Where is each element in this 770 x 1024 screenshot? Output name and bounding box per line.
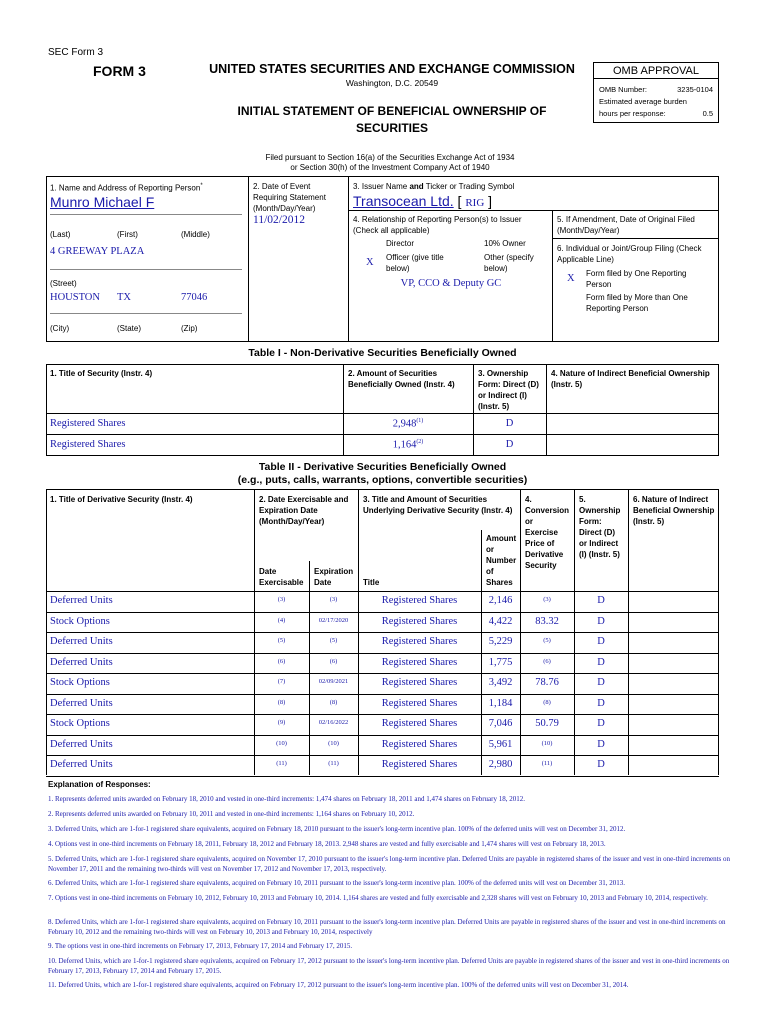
derivative-title: Stock Options (50, 615, 110, 627)
underlying-amount: 1,775 (488, 656, 513, 668)
t2-col5-header-2: Ownership (579, 506, 621, 515)
t1-col3-header-4: (Instr. 5) (478, 402, 510, 411)
expiration-date: (8) (329, 698, 338, 706)
t2-col5-header-3: Form: (579, 517, 602, 526)
omb-number: 3235-0104 (677, 85, 713, 94)
date-exercisable: (10) (276, 739, 287, 747)
conversion-price: 50.79 (535, 718, 559, 729)
issuer-name-link[interactable]: Transocean Ltd. (353, 193, 454, 209)
t1-col3-header-1: 3. Ownership (478, 369, 529, 378)
t2-col5-header-1: 5. (579, 495, 586, 504)
box4-label-2: (Check all applicable) (353, 226, 430, 235)
derivative-title: Deferred Units (50, 759, 113, 770)
street-label: (Street) (50, 279, 77, 288)
conversion-price: (5) (543, 637, 551, 644)
explanation-heading: Explanation of Responses: (48, 780, 151, 789)
expiration-date-2: Date (314, 578, 332, 587)
state-value: TX (117, 292, 131, 303)
t2-col4-header-2: Conversion (525, 506, 570, 515)
derivative-title: Deferred Units (50, 738, 113, 750)
omb-hours-label: hours per response: (599, 109, 666, 118)
ownership-form: D (597, 636, 605, 647)
derivative-title: Deferred Units (50, 595, 113, 606)
omb-number-label: OMB Number: (599, 85, 647, 94)
box6-label-2: Applicable Line) (557, 255, 614, 264)
date-exercisable-2: Exercisable (259, 578, 304, 587)
one-person-checkmark: X (567, 273, 575, 284)
t1-col1-header: 1. Title of Security (Instr. 4) (50, 369, 153, 378)
underlying-title: Registered Shares (381, 738, 458, 750)
underlying-title: Registered Shares (381, 759, 458, 770)
t1-col3-header-2: Form: Direct (D) (478, 380, 539, 389)
officer-checkmark: X (366, 257, 374, 268)
footnote-9: 9. The options vest in one-third increments on February 17, 2013, February 17, 2014 and February 17, 2015. (48, 942, 353, 950)
underlying-amount: 7,046 (488, 718, 513, 729)
ownership-form: D (597, 656, 605, 668)
amount-shares-1: Amount (486, 534, 517, 543)
expiration-date: 02/16/2022 (318, 719, 349, 726)
event-date: 11/02/2012 (253, 214, 305, 226)
expiration-date: (5) (329, 637, 338, 644)
last-label: (Last) (50, 230, 71, 239)
underlying-title: Registered Shares (381, 656, 458, 668)
officer-label-1: Officer (give title (386, 253, 444, 262)
t2-col4-header-6: Derivative (525, 550, 564, 559)
officer-label-2: below) (386, 264, 410, 273)
one-person-label-2: Person (586, 280, 612, 289)
t1-ownership-form: D (505, 418, 514, 429)
t1-amount: 1,164$^{(2)}$ (392, 439, 424, 451)
box6-label-1: 6. Individual or Joint/Group Filing (Check (557, 244, 702, 253)
box2-label-1: 2. Date of Event (253, 182, 311, 191)
expiration-date: (3) (329, 596, 338, 603)
t1-col2-header-1: 2. Amount of Securities (348, 369, 438, 378)
ten-pct-owner-label: 10% Owner (484, 239, 526, 248)
zip-value: 77046 (181, 292, 208, 303)
conversion-price: 78.76 (535, 677, 559, 688)
amount-shares-3: Number (486, 556, 517, 565)
commission-location: Washington, D.C. 20549 (345, 78, 439, 88)
expiration-date: (11) (328, 760, 339, 767)
footnote-8: 8. Deferred Units, which are 1-for-1 registered share equivalents, acquired on February 10, 2011 pursuant to the issuer's long-term incentive plan. Deferred Units are payable in registered shares of the issuer and vest in one-third increments on February 10, 2012 and the remaining two-thirds will vest on February 10, 2013 and February 10, 2014, respectively (48, 918, 726, 936)
ownership-form: D (597, 595, 605, 606)
t2-col2-header-2: Expiration Date (259, 506, 318, 515)
box3-label: 3. Issuer Name and Ticker or Trading Symbol (353, 182, 515, 191)
amount-shares-4: of (486, 567, 494, 576)
t2-col2-header-3: (Month/Day/Year) (259, 517, 325, 526)
amount-shares-5: Shares (486, 578, 513, 587)
omb-burden-label: Estimated average burden (599, 97, 687, 106)
street-value: 4 GREEWAY PLAZA (50, 246, 145, 257)
commission-title: UNITED STATES SECURITIES AND EXCHANGE COMMISSION (209, 62, 575, 76)
expiration-date: 02/09/2021 (318, 678, 349, 685)
sec-form-label: SEC Form 3 (48, 47, 104, 58)
box5-label-2: (Month/Day/Year) (557, 226, 620, 235)
date-exercisable-1: Date (259, 567, 277, 576)
box2-label-3: (Month/Day/Year) (253, 204, 316, 213)
conversion-price: (10) (541, 739, 553, 747)
underlying-amount: 5,229 (488, 636, 513, 647)
first-label: (First) (117, 230, 138, 239)
box5-label-1: 5. If Amendment, Date of Original Filed (557, 215, 695, 224)
derivative-title: Deferred Units (50, 636, 113, 647)
date-exercisable: (6) (277, 657, 286, 665)
t2-col1-header: 1. Title of Derivative Security (Instr. 4) (50, 495, 193, 504)
underlying-title: Registered Shares (381, 677, 458, 688)
omb-hours: 0.5 (702, 109, 713, 118)
statement-title-line1: INITIAL STATEMENT OF BENEFICIAL OWNERSHIP OF (237, 104, 547, 118)
footnote-1: 1. Represents deferred units awarded on February 18, 2010 and vested in one-third increments: 1,474 shares on February 18, 2011 and 1,474 shares on February 18, 2012. (48, 795, 525, 803)
footnote-6: 6. Deferred Units, which are 1-for-1 registered share equivalents, acquired on February 10, 2011 pursuant to the issuer's long-term incentive plan. 100% of the deferred units will vest on December 31, 2013. (48, 879, 626, 887)
underlying-amount: 4,422 (488, 615, 513, 627)
box4-label-1: 4. Relationship of Reporting Person(s) to Issuer (353, 215, 522, 224)
more-persons-label-1: Form filed by More than One (586, 293, 688, 302)
t1-security-title: Registered Shares (50, 418, 126, 429)
reporting-person-name[interactable]: Munro Michael F (50, 194, 155, 210)
form-title: FORM 3 (93, 63, 146, 79)
other-label-2: below) (484, 264, 508, 273)
underlying-title: Registered Shares (381, 697, 458, 709)
footnote-5: 5. Deferred Units, which are 1-for-1 registered share equivalents, acquired on November 17, 2010 pursuant to the issuer's long-term incentive plan. Deferred Units are payable in registered shares of the issuer and vest in one-third increments on November 17, 2011 and the remaining two-thirds will vest on November 17, 2012 and November 17, 2013, respectively. (48, 855, 731, 873)
director-label: Director (386, 239, 415, 248)
amount-shares-2: or (486, 545, 494, 554)
footnote-4: 4. Options vest in one-third increments on February 18, 2011, February 18, 2012 and February 18, 2013. 2,948 shares are vested and fully exercisable and 1,474 shares will vest on February 18, 2013. (48, 840, 606, 848)
underlying-amount: 2,980 (488, 759, 513, 770)
t1-security-title: Registered Shares (50, 439, 126, 450)
omb-title: OMB APPROVAL (594, 63, 718, 79)
conversion-price: (6) (543, 657, 551, 665)
ownership-form: D (597, 615, 605, 627)
t2-col5-header-5: or Indirect (579, 539, 619, 548)
expiration-date: (6) (329, 657, 338, 665)
underlying-title: Registered Shares (381, 718, 458, 729)
underlying-title: Registered Shares (381, 595, 458, 606)
date-exercisable: (5) (277, 637, 286, 644)
footnote-3: 3. Deferred Units, which are 1-for-1 registered share equivalents, acquired on February 18, 2010 pursuant to the issuer's long-term incentive plan. 100% of the deferred units will vest on December 31, 2012. (48, 825, 626, 833)
t1-col2-header-2: Beneficially Owned (Instr. 4) (348, 380, 455, 389)
footnote-2: 2. Represents deferred units awarded on February 10, 2011 and vested in one-third increments: 1,164 shares on February 10, 2012. (48, 810, 415, 818)
underlying-amount: 3,492 (488, 677, 513, 688)
issuer-line: Transocean Ltd. [ RIG ] (353, 193, 493, 209)
zip-label: (Zip) (181, 324, 198, 333)
statement-title-line2: SECURITIES (355, 121, 428, 135)
city-value: HOUSTON (50, 292, 100, 303)
underlying-amount: 2,146 (488, 595, 513, 606)
underlying-amount: 5,961 (488, 738, 513, 750)
date-exercisable: (9) (277, 719, 286, 726)
t2-col4-header-5: Price of (525, 539, 555, 548)
underlying-amount: 1,184 (488, 697, 513, 709)
conversion-price: (3) (543, 596, 551, 603)
date-exercisable: (8) (277, 698, 286, 706)
date-exercisable: (7) (277, 678, 286, 685)
expiration-date: (10) (328, 739, 339, 747)
t2-col3-header-1: 3. Title and Amount of Securities (363, 495, 488, 504)
omb-approval-box (593, 62, 719, 123)
derivative-title: Deferred Units (50, 656, 113, 668)
ownership-form: D (597, 738, 605, 750)
t2-col5-header-4: Direct (D) (579, 528, 616, 537)
footnote-7: 7. Options vest in one-third increments on February 10, 2012, February 10, 2013 and February 10, 2014. 1,164 shares are vested and fully exercisable and 2,328 shares will vest on February 10, 2013 and February 10, 2014, respectively. (48, 894, 708, 902)
conversion-price: (11) (541, 760, 553, 767)
other-label-1: Other (specify (484, 253, 534, 262)
one-person-label-1: Form filed by One Reporting (586, 269, 687, 278)
conversion-price: (8) (543, 698, 551, 706)
t1-col3-header-3: or Indirect (I) (478, 391, 527, 400)
ownership-form: D (597, 697, 605, 709)
date-exercisable: (3) (277, 596, 286, 603)
city-label: (City) (50, 324, 70, 333)
t1-amount: 2,948$^{(1)}$ (392, 418, 424, 430)
filed-pursuant-line2: or Section 30(h) of the Investment Company Act of 1940 (290, 163, 490, 172)
expiration-date: 02/17/2020 (318, 616, 349, 624)
underlying-title: Registered Shares (381, 615, 458, 627)
state-label: (State) (117, 324, 142, 333)
derivative-title: Deferred Units (50, 697, 113, 709)
t2-col4-header-1: 4. (525, 495, 532, 504)
derivative-title: Stock Options (50, 677, 110, 688)
box2-label-2: Requiring Statement (253, 193, 326, 202)
t2-col6-header-1: 6. Nature of Indirect (633, 495, 709, 504)
table1-title: Table I - Non-Derivative Securities Beneficially Owned (248, 347, 517, 359)
t2-col3-header-2: Underlying Derivative Security (Instr. 4) (363, 506, 513, 515)
box1-label: 1. Name and Address of Reporting Person* (50, 183, 203, 193)
expiration-date-1: Expiration (314, 567, 354, 576)
t2-col2-header-1: 2. Date Exercisable and (259, 495, 349, 504)
t1-col4-header-2: (Instr. 5) (551, 380, 583, 389)
footnote-10: 10. Deferred Units, which are 1-for-1 registered share equivalents, acquired on February 17, 2012 pursuant to the issuer's long-term incentive plan. Deferred Units are payable in registered shares of the issuer and vest in one-third increments on February 17, 2013, February 17, 2014 and February 17, 2015. (48, 957, 730, 975)
date-exercisable: (4) (277, 616, 286, 624)
table2-title-2: (e.g., puts, calls, warrants, options, convertible securities) (237, 474, 528, 486)
t2-col5-header-6: (I) (Instr. 5) (579, 550, 620, 559)
t1-col4-header-1: 4. Nature of Indirect Beneficial Ownership (551, 369, 710, 378)
t2-col6-header-2: Beneficial Ownership (633, 506, 715, 515)
footnote-11: 11. Deferred Units, which are 1-for-1 registered share equivalents, acquired on February 17, 2012 pursuant to the issuer's long-term incentive plan. 100% of the deferred units will vest on December 31, 2014. (48, 981, 629, 989)
t2-col4-header-3: or (525, 517, 533, 526)
t2-col6-header-3: (Instr. 5) (633, 517, 665, 526)
t2-title-subheader: Title (363, 578, 380, 587)
ownership-form: D (597, 677, 605, 688)
filed-pursuant-line1: Filed pursuant to Section 16(a) of the Securities Exchange Act of 1934 (265, 153, 515, 162)
table2-title-1: Table II - Derivative Securities Beneficially Owned (258, 461, 507, 473)
ownership-form: D (597, 759, 605, 770)
more-persons-label-2: Reporting Person (586, 304, 649, 313)
middle-label: (Middle) (181, 230, 210, 239)
t1-ownership-form: D (505, 439, 514, 450)
conversion-price: 83.32 (535, 615, 559, 627)
ticker-symbol: RIG (465, 197, 485, 209)
derivative-title: Stock Options (50, 718, 110, 729)
ownership-form: D (597, 718, 605, 729)
t2-col4-header-4: Exercise (525, 528, 558, 537)
officer-title: VP, CCO & Deputy GC (400, 278, 502, 289)
underlying-title: Registered Shares (381, 636, 458, 647)
date-exercisable: (11) (276, 760, 287, 767)
t2-col4-header-7: Security (525, 561, 557, 570)
